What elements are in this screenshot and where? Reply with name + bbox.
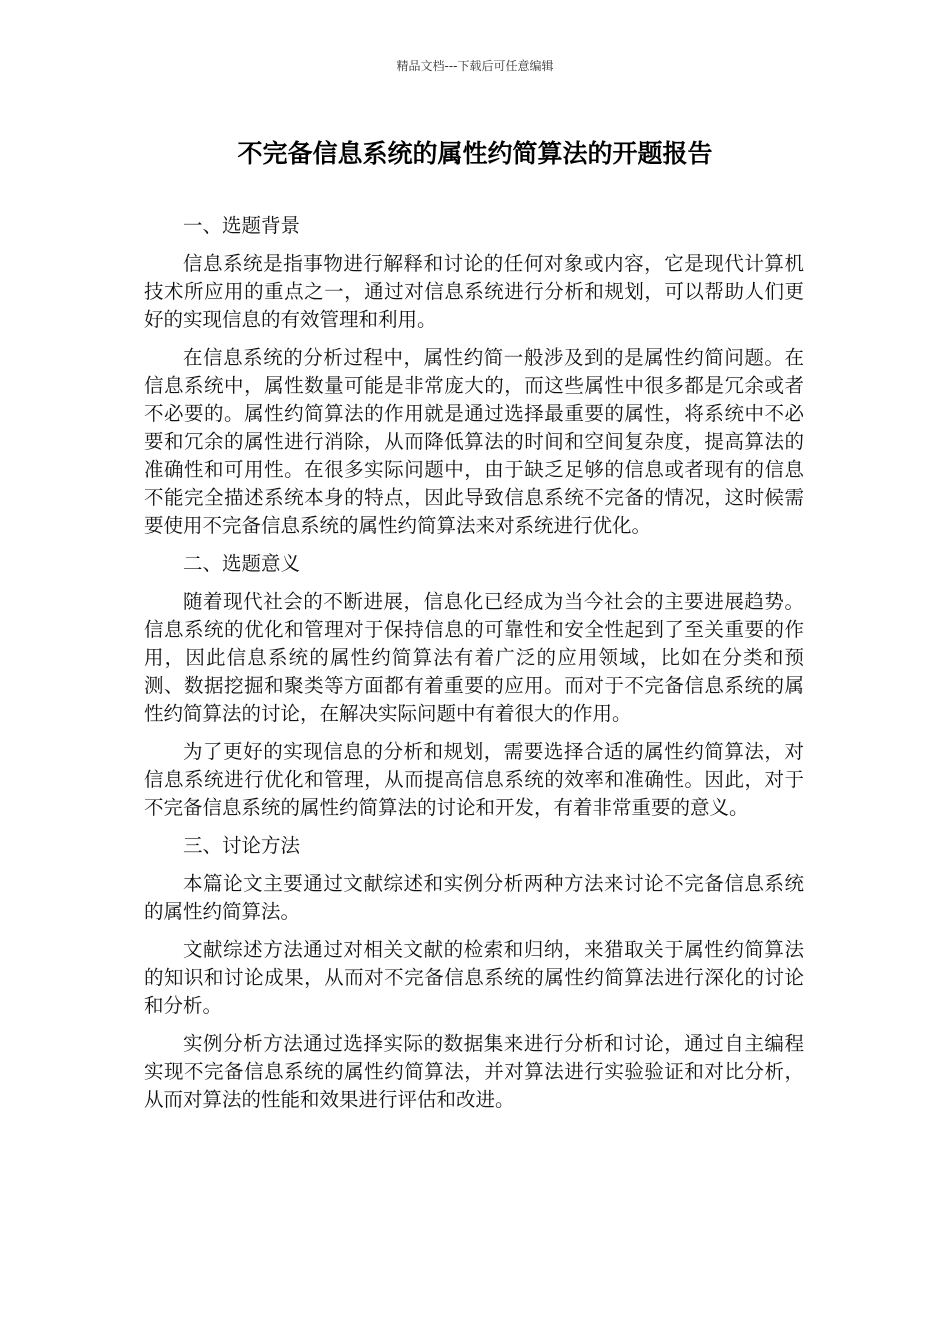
document-body: [144, 212, 804, 1124]
section-heading: 三、讨论方法: [183, 834, 301, 857]
document-title: 不完备信息系统的属性约简算法的开题报告: [237, 139, 713, 168]
section-heading: 一、选题背景: [183, 214, 301, 237]
section-background: [144, 212, 804, 540]
section-heading: 二、选题意义: [183, 552, 301, 575]
paragraph: 本篇论文主要通过文献综述和实例分析两种方法来讨论不完备信息系统的属性约简算法。: [144, 872, 804, 923]
paragraph: 在信息系统的分析过程中，属性约简一般涉及到的是属性约简问题。在信息系统中，属性数量可能是非常庞大的，而这些属性中很多都是冗余或者不必要的。属性约简算法的作用就是通过选择最重要的属性，将系统中不必要和冗余的属性进行消除，从而降低算法的时间和空间复杂度，提高算法的准确性和可用性。在很多实际问题中，由于缺乏足够的信息或者现有的信息不能完全描述系统本身的特点，因此导致信息系统不完备的情况，这时候需要使用不完备信息系统的属性约简算法来对系统进行优化。: [144, 346, 804, 537]
paragraph: 信息系统是指事物进行解释和讨论的任何对象或内容，它是现代计算机技术所应用的重点之一，通过对信息系统进行分析和规划，可以帮助人们更好的实现信息的有效管理和利用。: [144, 252, 804, 331]
paragraph: 实例分析方法通过选择实际的数据集来进行分析和讨论，通过自主编程实现不完备信息系统的属性约简算法，并对算法进行实验验证和对比分析，从而对算法的性能和效果进行评估和改进。: [144, 1032, 804, 1111]
paragraph: 文献综述方法通过对相关文献的检索和归纳，来猎取关于属性约简算法的知识和讨论成果，从而对不完备信息系统的属性约简算法进行深化的讨论和分析。: [144, 938, 804, 1017]
section-methods: [144, 832, 804, 1114]
section-significance: [144, 550, 804, 822]
paragraph: 为了更好的实现信息的分析和规划，需要选择合适的属性约简算法，对信息系统进行优化和管理，从而提高信息系统的效率和准确性。因此，对于不完备信息系统的属性约简算法的讨论和开发，有着非常重要的意义。: [144, 740, 804, 819]
header-note: 精品文档---下载后可任意编辑: [396, 59, 554, 73]
paragraph: 随着现代社会的不断进展，信息化已经成为当今社会的主要进展趋势。信息系统的优化和管理对于保持信息的可靠性和安全性起到了至关重要的作用，因此信息系统的属性约简算法有着广泛的应用领域，比如在分类和预测、数据挖掘和聚类等方面都有着重要的应用。而对于不完备信息系统的属性约简算法的讨论，在解决实际问题中有着很大的作用。: [144, 590, 804, 725]
